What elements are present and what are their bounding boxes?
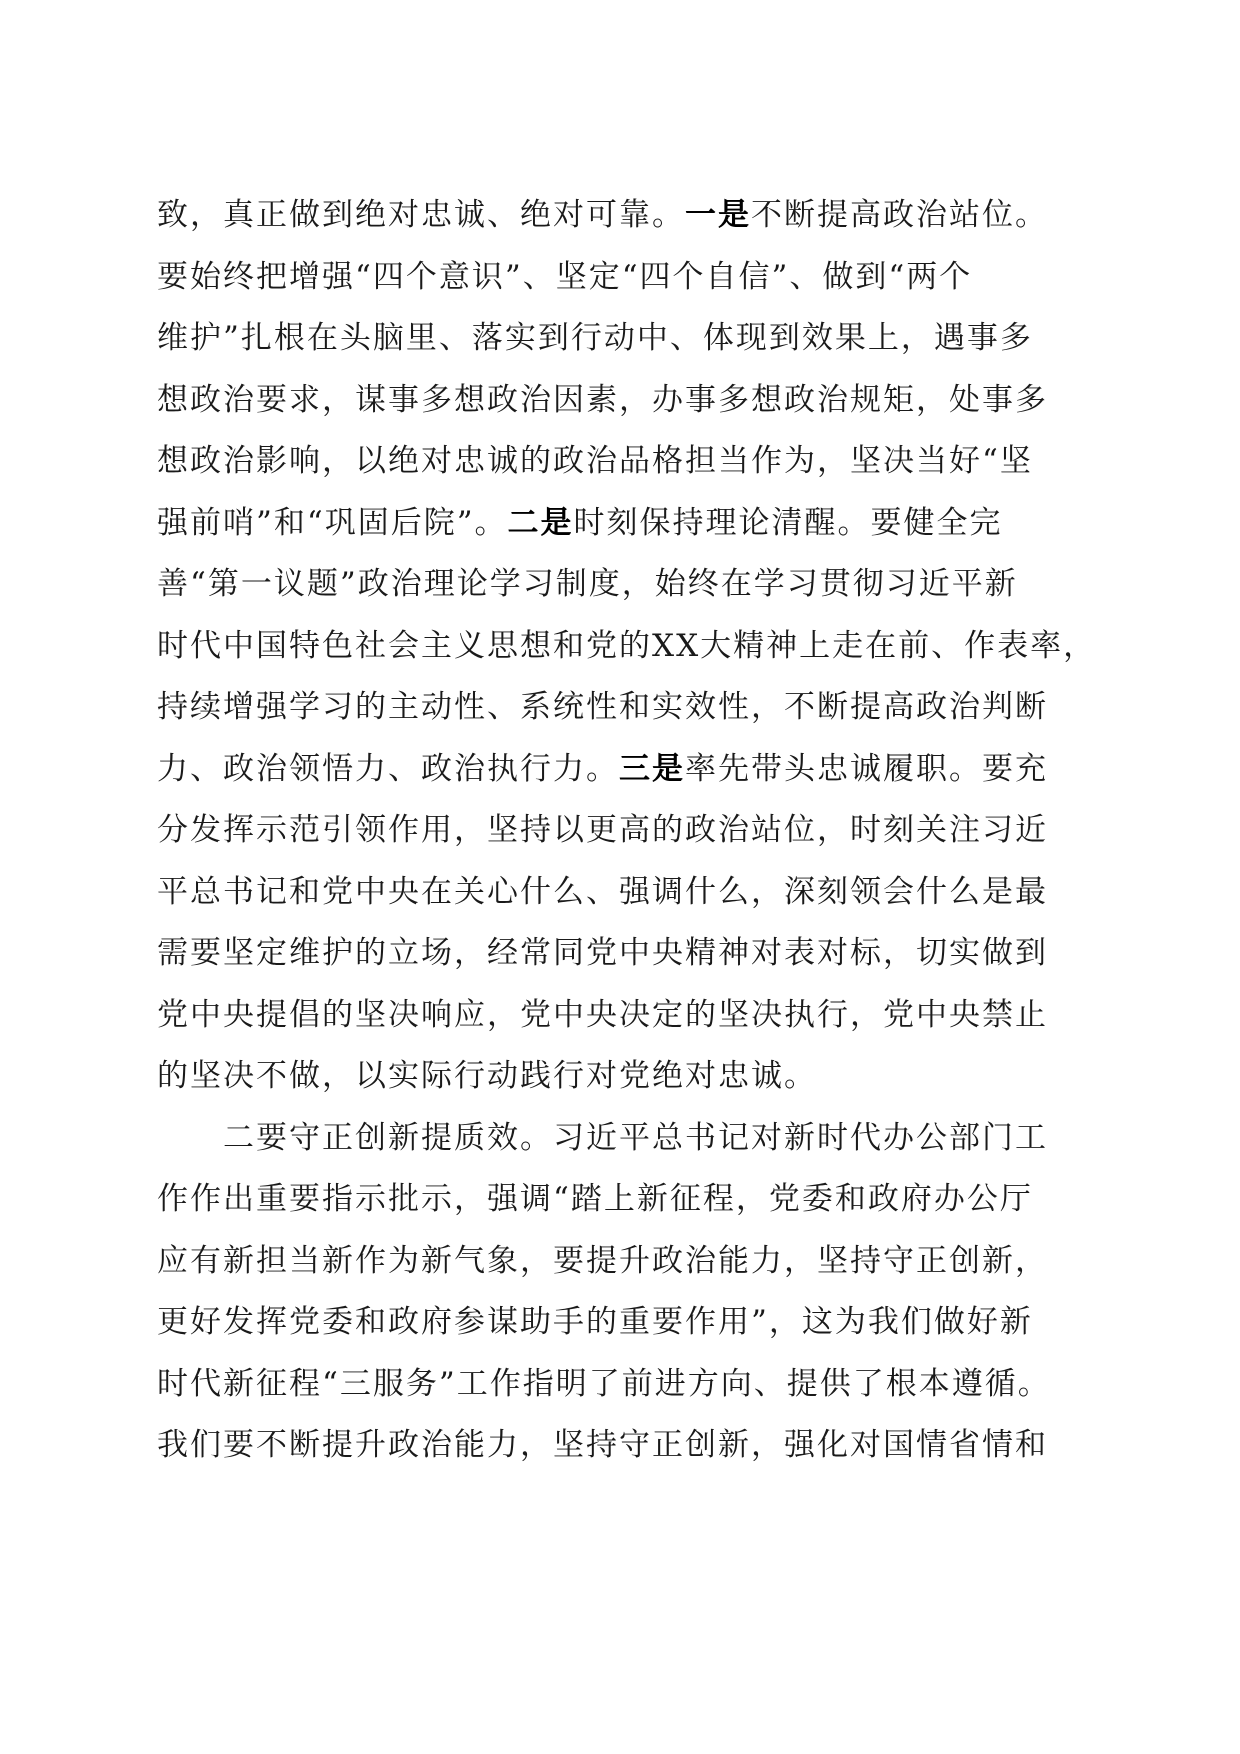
text-segment: 不断提高政治站位。 [751, 197, 1048, 233]
text-line [157, 985, 1097, 1047]
text-segment: 的坚决不做，以实际行动践行对党绝对忠诚。 [157, 1058, 817, 1094]
text-line [157, 308, 1097, 370]
text-segment: 善“第一议题”政治理论学习制度，始终在学习贯彻习近平新 [157, 566, 1018, 602]
text-segment: 作作出重要指示批示，强调“踏上新征程，党委和政府办公厅 [157, 1181, 1033, 1217]
text-line [157, 739, 1097, 801]
text-segment: 二要守正创新提质效。习近平总书记对新时代办公部门工 [157, 1119, 1048, 1156]
text-segment: 强前哨”和“巩固后院”。 [157, 504, 508, 541]
text-line [157, 923, 1097, 985]
text-segment: 致，真正做到绝对忠诚、绝对可靠。 [157, 197, 685, 233]
text-line [157, 247, 1097, 309]
text-line [157, 1108, 1097, 1170]
text-line [157, 370, 1097, 432]
text-segment: 时代新征程“三服务”工作指明了前进方向、提供了根本遵循。 [157, 1365, 1051, 1402]
document-body [157, 185, 1097, 1477]
text-line [157, 1169, 1097, 1231]
text-line [157, 800, 1097, 862]
text-segment: 想政治要求，谋事多想政治因素，办事多想政治规矩，处事多 [157, 381, 1048, 418]
text-segment: 党中央提倡的坚决响应，党中央决定的坚决执行，党中央禁止 [157, 996, 1048, 1033]
text-line [157, 431, 1097, 493]
text-segment: 持续增强学习的主动性、系统性和实效性，不断提高政治判断 [157, 689, 1048, 725]
text-segment: 我们要不断提升政治能力，坚持守正创新，强化对国情省情和 [157, 1427, 1048, 1463]
text-segment: 时代中国特色社会主义思想和党的XX大精神上走在前、作表率， [157, 627, 1097, 664]
text-segment: 平总书记和党中央在关心什么、强调什么，深刻领会什么是最 [157, 873, 1048, 910]
text-segment: 维护”扎根在头脑里、落实到行动中、体现到效果上，遇事多 [157, 320, 1033, 356]
text-line [157, 862, 1097, 924]
text-line [157, 677, 1097, 739]
text-line [157, 493, 1097, 555]
text-line [157, 1231, 1097, 1293]
text-line [157, 1354, 1097, 1416]
text-segment: 要始终把增强“四个意识”、坚定“四个自信”、做到“两个 [157, 258, 973, 295]
text-line [157, 1046, 1097, 1108]
text-segment: 力、政治领悟力、政治执行力。 [157, 750, 619, 787]
text-segment: 想政治影响，以绝对忠诚的政治品格担当作为，坚决当好“坚 [157, 443, 1033, 479]
emphasis-label: 二是 [507, 504, 574, 541]
text-line [157, 554, 1097, 616]
text-line [157, 185, 1097, 247]
text-segment: 更好发挥党委和政府参谋助手的重要作用”，这为我们做好新 [157, 1304, 1033, 1340]
text-segment: 应有新担当新作为新气象，要提升政治能力，坚持守正创新， [157, 1242, 1048, 1279]
text-line [157, 616, 1097, 678]
text-line [157, 1292, 1097, 1354]
emphasis-label: 三是 [619, 750, 685, 787]
text-line [157, 1415, 1097, 1477]
emphasis-label: 一是 [685, 197, 751, 233]
text-segment: 分发挥示范引领作用，坚持以更高的政治站位，时刻关注习近 [157, 812, 1048, 848]
text-segment: 时刻保持理论清醒。要健全完 [573, 504, 1003, 541]
text-segment: 需要坚定维护的立场，经常同党中央精神对表对标，切实做到 [157, 935, 1048, 971]
text-segment: 率先带头忠诚履职。要充 [685, 750, 1048, 787]
